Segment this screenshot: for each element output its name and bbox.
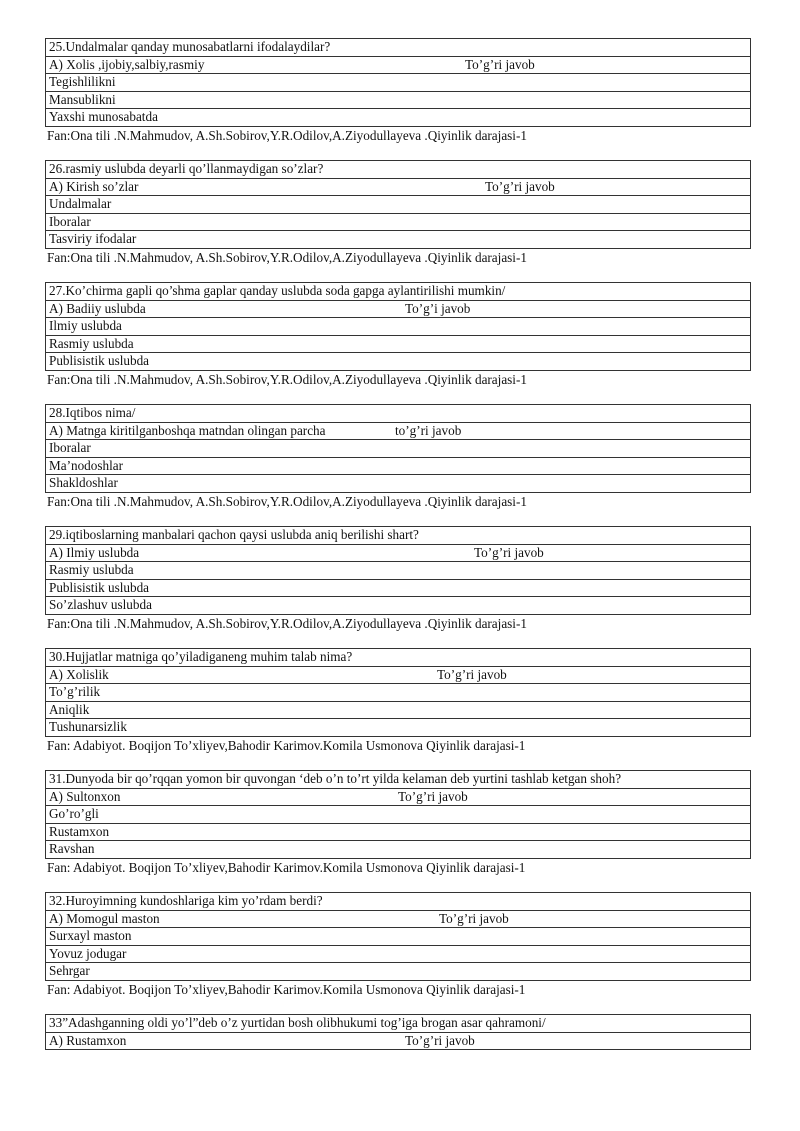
answer-a-row (46, 422, 751, 440)
answer-a-row (46, 910, 751, 928)
option-d: Yaxshi munosabatda (46, 109, 751, 127)
correct-answer-label: To’g’ri javob (465, 56, 535, 72)
answer-a-row (46, 788, 751, 806)
question-text: 33”Adashganning oldi yo’l”deb o’z yurtidan bosh olibhukumi tog’iga brogan asar qahramoni/ (46, 1015, 751, 1033)
question-table (45, 404, 751, 493)
option-d: Tasviriy ifodalar (46, 231, 751, 249)
question-block-26 (45, 160, 751, 266)
source-line: Fan: Adabiyot. Boqijon To’xliyev,Bahodir Karimov.Komila Usmonova Qiyinlik darajasi-1 (47, 981, 526, 997)
question-table (45, 526, 751, 615)
question-text: 30.Hujjatlar matniga qo’yiladiganeng muhim talab nima? (46, 649, 751, 667)
option-b: Rasmiy uslubda (46, 562, 751, 580)
source-line: Fan:Ona tili .N.Mahmudov, A.Sh.Sobirov,Y.R.Odilov,A.Ziyodullayeva .Qiyinlik darajasi-1 (47, 127, 527, 143)
answer-a: A) Xolis ,ijobiy,salbiy,rasmiy (49, 56, 205, 72)
question-text: 28.Iqtibos nima/ (46, 405, 751, 423)
option-c: Yovuz jodugar (46, 945, 751, 963)
question-text: 31.Dunyoda bir qo’rqqan yomon bir quvongan ‘deb o’n to’rt yilda kelaman deb yurtini tashlab ketgan shoh? (46, 771, 751, 789)
question-block-31 (45, 770, 751, 876)
question-text: 29.iqtiboslarning manbalari qachon qaysi uslubda aniq berilishi shart? (46, 527, 751, 545)
answer-a-row (46, 300, 751, 318)
option-b: Go’ro’gli (46, 806, 751, 824)
question-table (45, 1014, 751, 1050)
question-text: 25.Undalmalar qanday munosabatlarni ifodalaydilar? (46, 39, 751, 57)
answer-a: A) Matnga kiritilganboshqa matndan olingan parcha (49, 422, 326, 438)
answer-a: A) Xolislik (49, 666, 109, 682)
option-c: Ma’nodoshlar (46, 457, 751, 475)
option-d: Publisistik uslubda (46, 353, 751, 371)
option-c: Rasmiy uslubda (46, 335, 751, 353)
correct-answer-label: to’g’ri javob (395, 422, 462, 438)
answer-a-row (46, 1032, 751, 1050)
option-d: Sehrgar (46, 963, 751, 981)
question-table (45, 892, 751, 981)
correct-answer-label: To’g’ri javob (437, 666, 507, 682)
question-table (45, 648, 751, 737)
option-b: Surxayl maston (46, 928, 751, 946)
question-text: 26.rasmiy uslubda deyarli qo’llanmaydigan so’zlar? (46, 161, 751, 179)
question-block-30 (45, 648, 751, 754)
option-c: Rustamxon (46, 823, 751, 841)
correct-answer-label: To’g’ri javob (405, 1032, 475, 1048)
answer-a: A) Momogul maston (49, 910, 160, 926)
answer-a: A) Rustamxon (49, 1032, 127, 1048)
source-line: Fan:Ona tili .N.Mahmudov, A.Sh.Sobirov,Y.R.Odilov,A.Ziyodullayeva .Qiyinlik darajasi-1 (47, 249, 527, 265)
question-block-33 (45, 1014, 751, 1050)
option-c: Mansublikni (46, 91, 751, 109)
question-table (45, 160, 751, 249)
option-d: Tushunarsizlik (46, 719, 751, 737)
answer-a: A) Ilmiy uslubda (49, 544, 140, 560)
question-text: 32.Huroyimning kundoshlariga kim yo’rdam berdi? (46, 893, 751, 911)
answer-a-row (46, 178, 751, 196)
correct-answer-label: To’g’ri javob (398, 788, 468, 804)
option-c: Publisistik uslubda (46, 579, 751, 597)
answer-a: A) Kirish so’zlar (49, 178, 139, 194)
question-text: 27.Ko’chirma gapli qo’shma gaplar qanday uslubda soda gapga aylantirilishi mumkin/ (46, 283, 751, 301)
option-b: Tegishlilikni (46, 74, 751, 92)
answer-a: A) Badiiy uslubda (49, 300, 146, 316)
question-block-25 (45, 38, 751, 144)
source-line: Fan: Adabiyot. Boqijon To’xliyev,Bahodir Karimov.Komila Usmonova Qiyinlik darajasi-1 (47, 737, 526, 753)
source-line: Fan:Ona tili .N.Mahmudov, A.Sh.Sobirov,Y.R.Odilov,A.Ziyodullayeva .Qiyinlik darajasi-1 (47, 493, 527, 509)
correct-answer-label: To’g’ri javob (439, 910, 509, 926)
option-b: To’g’rilik (46, 684, 751, 702)
question-table (45, 38, 751, 127)
option-c: Iboralar (46, 213, 751, 231)
correct-answer-label: To’g’i javob (405, 300, 471, 316)
answer-a: A) Sultonxon (49, 788, 121, 804)
option-d: Shakldoshlar (46, 475, 751, 493)
option-c: Aniqlik (46, 701, 751, 719)
question-table (45, 282, 751, 371)
correct-answer-label: To’g’ri javob (485, 178, 555, 194)
option-d: So’zlashuv uslubda (46, 597, 751, 615)
question-block-28 (45, 404, 751, 510)
question-block-29 (45, 526, 751, 632)
answer-a-row (46, 666, 751, 684)
correct-answer-label: To’g’ri javob (474, 544, 544, 560)
source-line: Fan:Ona tili .N.Mahmudov, A.Sh.Sobirov,Y.R.Odilov,A.Ziyodullayeva .Qiyinlik darajasi-1 (47, 371, 527, 387)
source-line: Fan:Ona tili .N.Mahmudov, A.Sh.Sobirov,Y.R.Odilov,A.Ziyodullayeva .Qiyinlik darajasi-1 (47, 615, 527, 631)
source-line: Fan: Adabiyot. Boqijon To’xliyev,Bahodir Karimov.Komila Usmonova Qiyinlik darajasi-1 (47, 859, 526, 875)
answer-a-row (46, 56, 751, 74)
question-table (45, 770, 751, 859)
option-b: Undalmalar (46, 196, 751, 214)
question-block-27 (45, 282, 751, 388)
option-b: Ilmiy uslubda (46, 318, 751, 336)
option-d: Ravshan (46, 841, 751, 859)
option-b: Iboralar (46, 440, 751, 458)
answer-a-row (46, 544, 751, 562)
question-block-32 (45, 892, 751, 998)
